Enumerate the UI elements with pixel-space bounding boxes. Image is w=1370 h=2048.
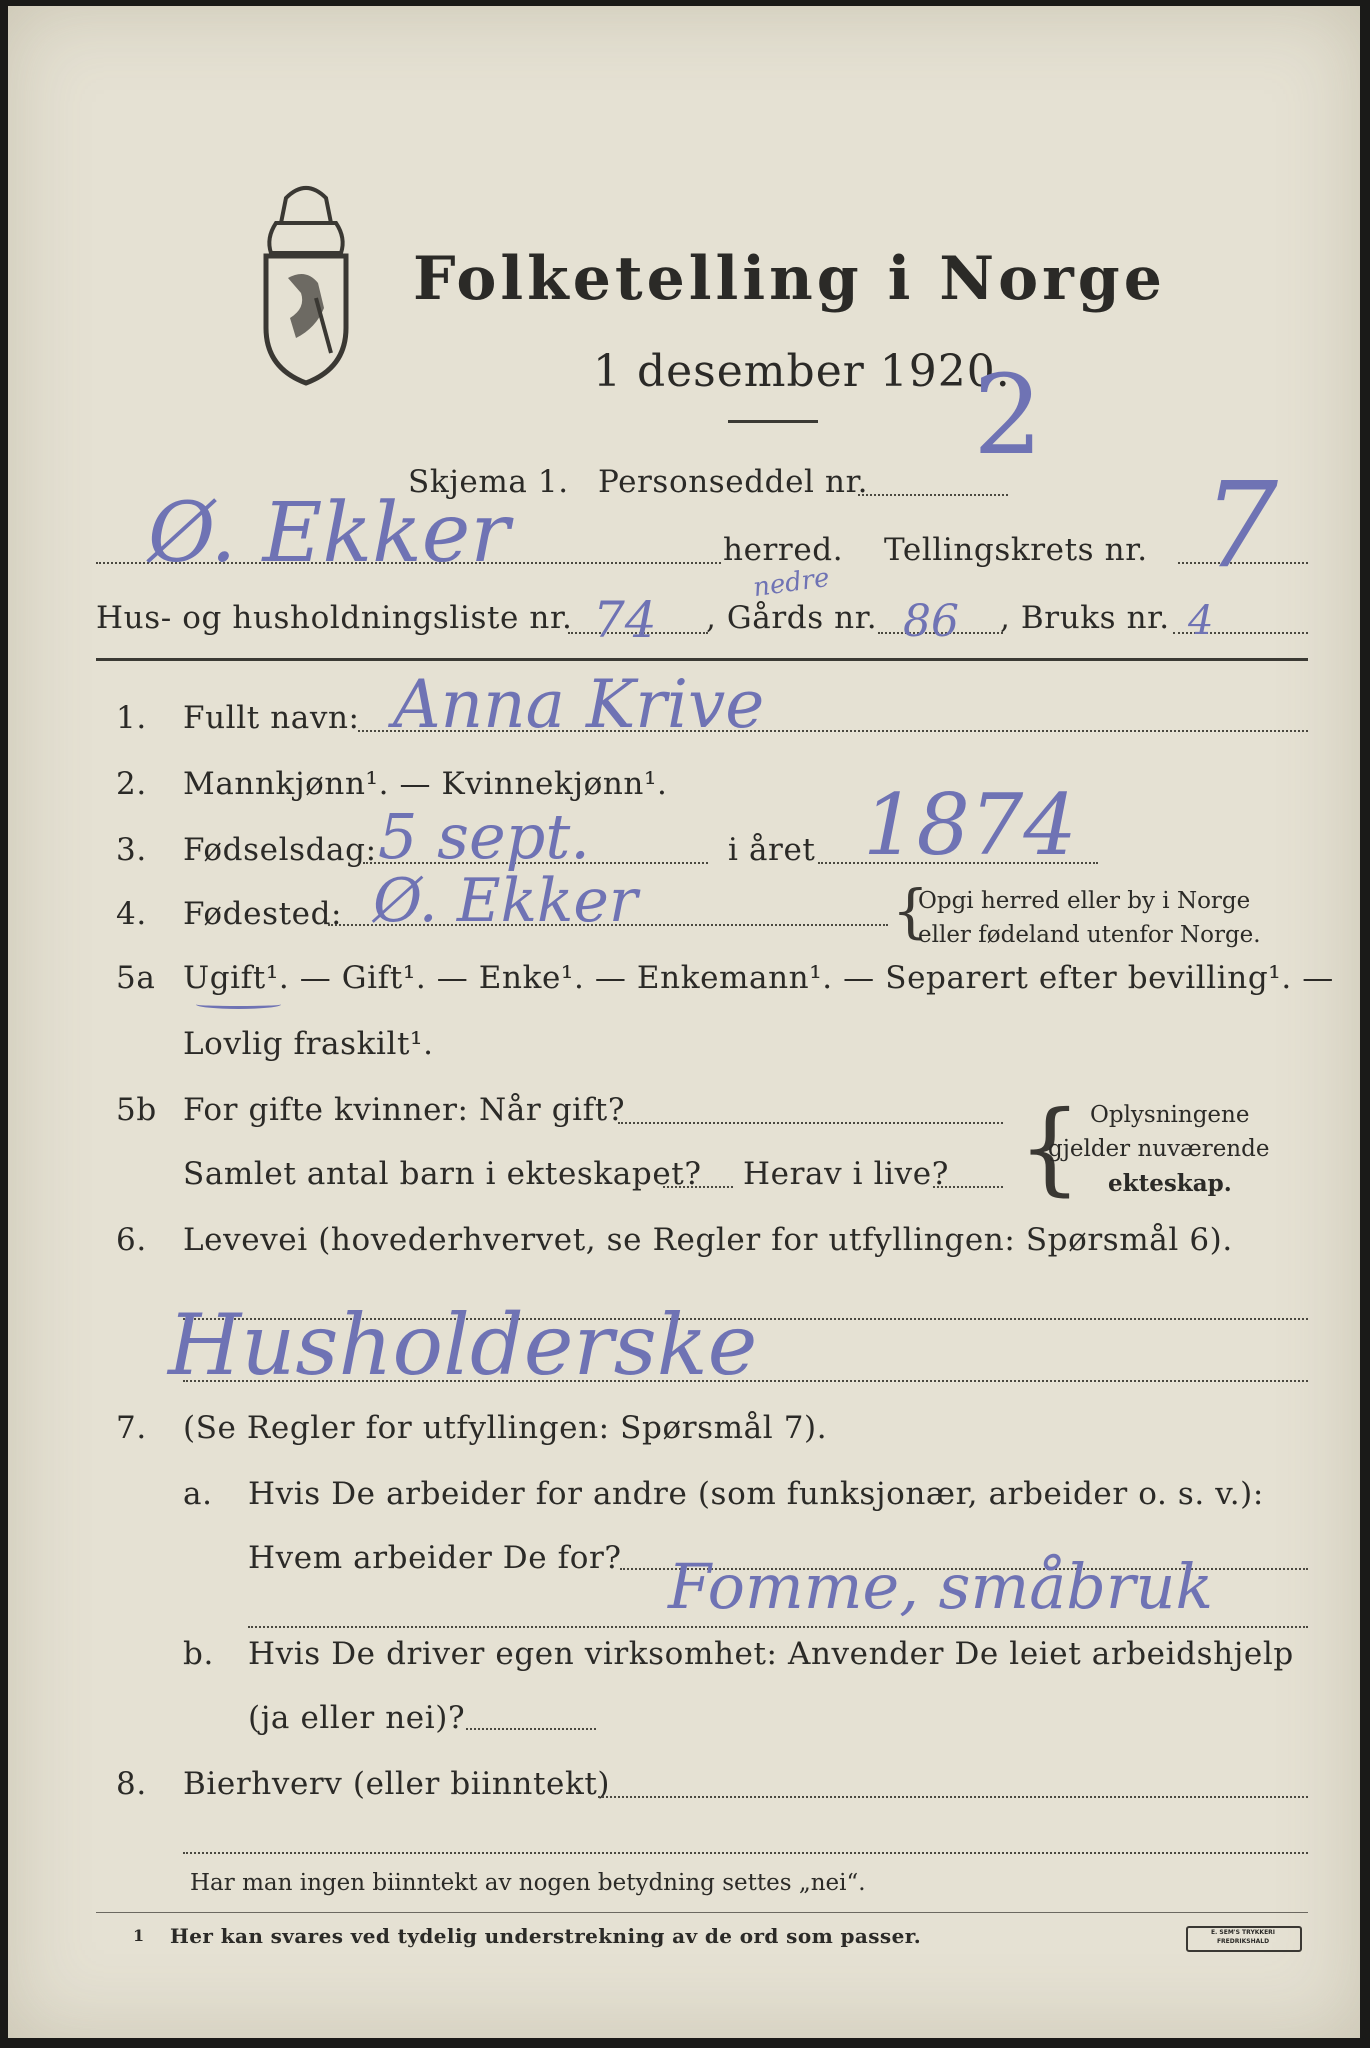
q4-note-line2: eller fødeland utenfor Norge. [918,922,1261,948]
q4-note-line1: Opgi herred eller by i Norge [918,888,1251,914]
q5b-note-brace: { [1018,1089,1082,1206]
q3-label: Fødselsdag: [183,832,377,868]
q7a-letter: a. [183,1476,213,1512]
q5a-number: 5a [116,960,156,996]
handwritten-occupation: Husholderske [168,1296,758,1394]
q5a-label-2: Lovlig fraskilt¹. [183,1026,434,1062]
q5b-label-2: Samlet antal barn i ekteskapet? [183,1156,702,1192]
form-title: Folketelling i Norge [413,244,1166,314]
q8-label: Bierhverv (eller biinntekt) [183,1766,611,1802]
personseddel-field[interactable] [858,494,1008,496]
handwritten-bruks: 4 [1188,598,1214,644]
footnote-number: 1 [133,1926,145,1945]
ugift-underline [196,1000,281,1009]
census-form [8,6,1360,2038]
employer-field-2[interactable] [248,1626,1308,1628]
coat-of-arms-icon [246,178,366,388]
bruks-label: , Bruks nr. [1000,600,1170,636]
herred-label: herred. [723,532,844,568]
printer-text: E. SEM'S TRYKKERI FREDRIKSHALD [1210,1929,1276,1945]
children-alive-field[interactable] [933,1186,1003,1188]
q5a-label: Ugift¹. — Gift¹. — Enke¹. — Enkemann¹. — Separert efter bevilling¹. — [183,960,1334,996]
handwritten-birth-year: 1874 [863,776,1077,874]
schema-label: Skjema 1. [408,464,569,500]
q7b-label-2: (ja eller nei)? [248,1700,466,1736]
q4-label: Fødested: [183,896,343,932]
census-date: 1 desember 1920. [593,346,1011,397]
q8-number: 8. [116,1766,147,1802]
footnote-text: Her kan svares ved tydelig understrekning av de ord som passer. [170,1924,922,1948]
handwritten-gards: 86 [903,596,959,647]
q7b-letter: b. [183,1636,214,1672]
q5b-number: 5b [116,1092,157,1128]
gards-label: , Gårds nr. [706,600,878,636]
handwritten-husliste: 74 [593,591,657,649]
q7a-label: Hvis De arbeider for andre (som funksjonær, arbeider o. s. v.): [248,1476,1264,1512]
q3-year-label: i året [728,832,816,868]
q2-label: Mannkjønn¹. — Kvinnekjønn¹. [183,766,668,802]
q5b-note-line3: ekteskap. [1108,1170,1232,1197]
q7b-label: Hvis De driver egen virksomhet: Anvender De leiet arbeidshjelp [248,1636,1294,1672]
handwritten-employer: Fomme, småbruk [668,1550,1214,1623]
q7-label: (Se Regler for utfyllingen: Spørsmål 7). [183,1410,828,1446]
q3-number: 3. [116,832,147,868]
q5b-note-line1: Oplysningene [1090,1102,1250,1128]
title-divider [728,420,818,423]
handwritten-full-name: Anna Krive [393,666,765,743]
husliste-label: Hus- og husholdningsliste nr. [96,600,573,636]
q5b-label-3: Herav i live? [743,1156,949,1192]
married-when-field[interactable] [618,1122,1003,1124]
q1-label: Fullt navn: [183,700,360,736]
side-income-field-1[interactable] [598,1796,1308,1798]
hired-help-field[interactable] [466,1728,596,1730]
q6-number: 6. [116,1222,147,1258]
tellingskrets-label: Tellingskrets nr. [884,532,1148,568]
q5b-label: For gifte kvinner: Når gift? [183,1092,626,1128]
handwritten-tellingskrets: 7 [1203,456,1279,594]
q5b-note-line2: gjelder nuværende [1048,1136,1270,1162]
handwritten-herred: Ø. Ekker [148,486,510,581]
side-income-note: Har man ingen biinntekt av nogen betydning settes „nei“. [190,1870,866,1896]
handwritten-gards-note: nedre [751,562,832,604]
children-count-field[interactable] [663,1186,733,1188]
personseddel-label: Personseddel nr. [598,464,869,500]
q7-number: 7. [116,1410,147,1446]
handwritten-birthday: 5 sept. [378,800,590,873]
q7a-label-2: Hvem arbeider De for? [248,1540,622,1576]
handwritten-personseddel-number: 2 [973,351,1043,479]
handwritten-birthplace: Ø. Ekker [373,866,638,936]
q2-number: 2. [116,766,147,802]
header-divider [96,658,1308,661]
q4-number: 4. [116,896,147,932]
q1-number: 1. [116,700,147,736]
q6-label: Levevei (hovederhvervet, se Regler for utfyllingen: Spørsmål 6). [183,1222,1233,1258]
side-income-field-2[interactable] [183,1852,1308,1854]
q4-note-brace: { [892,877,929,945]
herred-field[interactable] [96,562,721,564]
footer-divider [96,1912,1308,1913]
